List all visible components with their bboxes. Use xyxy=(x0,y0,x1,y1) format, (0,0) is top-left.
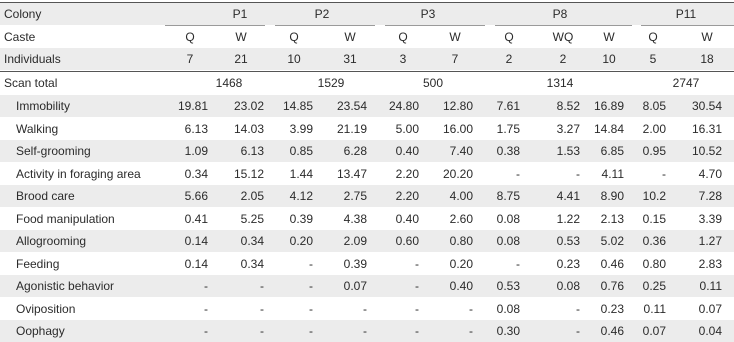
behavior-value: 2.09 xyxy=(343,234,367,248)
behavior-value: - xyxy=(469,324,473,338)
behavior-value: 0.34 xyxy=(184,166,208,181)
behavior-value: - xyxy=(662,166,666,181)
behavior-value: 0.40 xyxy=(395,144,419,158)
behavior-value: - xyxy=(516,256,520,271)
behavior-value: 0.34 xyxy=(240,256,264,271)
behavior-value: 23.02 xyxy=(233,99,264,113)
behavior-value: 16.31 xyxy=(691,121,722,136)
individuals-count: 18 xyxy=(700,52,714,66)
behavior-label: Activity in foraging area xyxy=(16,166,141,181)
behavior-value: - xyxy=(415,324,419,338)
colony-name: P2 xyxy=(314,7,330,21)
colony-name: P3 xyxy=(420,7,436,21)
behavior-value: 4.41 xyxy=(556,189,580,203)
scan-total-value: 1529 xyxy=(317,76,345,90)
behavior-value: 4.11 xyxy=(601,166,624,181)
behavior-value: 5.25 xyxy=(240,211,264,226)
behavior-row xyxy=(0,185,734,207)
individuals-count: 3 xyxy=(399,52,407,66)
behavior-row xyxy=(0,118,734,140)
behavior-value: 23.54 xyxy=(336,99,367,113)
scan-total-row xyxy=(0,72,734,94)
scan-total-value: 2747 xyxy=(672,76,700,90)
behavior-value: 0.36 xyxy=(642,234,666,248)
behavior-row xyxy=(0,140,734,162)
behavior-value: 0.38 xyxy=(496,144,520,158)
behavior-value: 5.66 xyxy=(184,189,208,203)
behavior-value: 0.25 xyxy=(642,279,666,293)
behavior-value: 0.04 xyxy=(698,324,722,338)
behavior-value: 0.07 xyxy=(642,324,666,338)
behavior-value: 3.39 xyxy=(698,211,722,226)
behavior-value: - xyxy=(260,279,264,293)
behavior-value: 0.76 xyxy=(600,279,624,293)
behavior-value: 7.28 xyxy=(698,189,722,203)
caste-code: Q xyxy=(289,30,299,44)
individuals-count: 2 xyxy=(505,52,513,66)
individuals-count: 31 xyxy=(343,52,357,66)
behavior-value: 0.46 xyxy=(600,324,624,338)
behavior-value: 10.52 xyxy=(691,144,722,158)
behavior-value: 1.27 xyxy=(698,234,722,248)
behavior-value: - xyxy=(204,301,208,316)
behavior-value: 0.85 xyxy=(289,144,313,158)
behavior-value: 14.85 xyxy=(282,99,313,113)
colony-name: P8 xyxy=(552,7,568,21)
behavior-value: 0.80 xyxy=(449,234,473,248)
behavior-value: 13.47 xyxy=(336,166,367,181)
behavior-value: 2.20 xyxy=(395,166,419,181)
behavior-label: Agonistic behavior xyxy=(16,279,115,293)
behavior-value: 1.44 xyxy=(289,166,313,181)
caste-header-row xyxy=(0,26,734,48)
behavior-value: - xyxy=(363,324,367,338)
behavior-value: - xyxy=(204,279,208,293)
behavior-value: 19.81 xyxy=(177,99,208,113)
behavior-value: - xyxy=(576,301,580,316)
caste-code: WQ xyxy=(552,30,574,44)
behavior-value: 0.11 xyxy=(699,279,722,293)
behavior-value: 0.15 xyxy=(642,211,666,226)
behavior-value: 8.90 xyxy=(600,189,624,203)
behavior-row xyxy=(0,298,734,320)
behavior-label: Oviposition xyxy=(16,301,76,316)
behavior-row xyxy=(0,253,734,275)
behavior-value: 0.14 xyxy=(184,256,208,271)
behavior-row xyxy=(0,208,734,230)
behavior-value: 8.52 xyxy=(556,99,580,113)
behavior-value: 0.23 xyxy=(556,256,580,271)
colony-name: P11 xyxy=(675,7,697,21)
behavior-label: Oophagy xyxy=(16,324,65,338)
behavior-label: Allogrooming xyxy=(16,234,87,248)
behavior-value: - xyxy=(309,324,313,338)
behavior-value: - xyxy=(415,256,419,271)
behavior-value: 2.00 xyxy=(642,121,666,136)
behavior-value: 7.40 xyxy=(449,144,473,158)
behavior-value: 0.20 xyxy=(449,256,473,271)
behavior-value: 0.07 xyxy=(698,301,722,316)
individuals-count: 10 xyxy=(287,52,301,66)
behavior-row xyxy=(0,95,734,117)
caste-code: Q xyxy=(398,30,408,44)
behavior-value: 15.12 xyxy=(233,166,264,181)
behavior-value: 1.22 xyxy=(556,211,580,226)
behavior-label: Brood care xyxy=(16,189,75,203)
behavior-value: 6.28 xyxy=(343,144,367,158)
colony-header-row xyxy=(0,3,734,25)
behavior-value: 0.40 xyxy=(449,279,473,293)
scan-total-value: 500 xyxy=(422,76,444,90)
behavior-value: 0.53 xyxy=(556,234,580,248)
behavior-value: 0.08 xyxy=(496,211,520,226)
behavior-value: 4.00 xyxy=(449,189,473,203)
behavior-value: 14.84 xyxy=(593,121,624,136)
behavior-value: 6.13 xyxy=(240,144,264,158)
behavior-value: 0.23 xyxy=(600,301,624,316)
behavior-value: - xyxy=(363,301,367,316)
scan-total-value: 1314 xyxy=(546,76,574,90)
behavior-value: 2.13 xyxy=(600,211,624,226)
caste-code: Q xyxy=(185,30,195,44)
caste-code: Q xyxy=(648,30,658,44)
behavior-value: - xyxy=(469,301,473,316)
behavior-value: 2.05 xyxy=(240,189,264,203)
behavior-value: 0.80 xyxy=(642,256,666,271)
behavior-value: 0.30 xyxy=(496,324,520,338)
behavior-value: 0.60 xyxy=(395,234,419,248)
behavior-label: Feeding xyxy=(16,256,60,271)
behavior-label: Walking xyxy=(16,121,59,136)
behavior-value: 4.70 xyxy=(698,166,722,181)
behavior-row xyxy=(0,275,734,297)
individuals-count: 7 xyxy=(186,52,194,66)
behavior-value: 10.2 xyxy=(642,189,666,203)
behavior-value: 0.20 xyxy=(289,234,313,248)
behavior-value: 0.95 xyxy=(642,144,666,158)
behavior-value: 0.08 xyxy=(496,301,520,316)
behavior-value: - xyxy=(204,324,208,338)
behavior-label: Self-grooming xyxy=(16,144,91,158)
behavior-value: 0.11 xyxy=(643,301,666,316)
behavior-row xyxy=(0,163,734,185)
behavior-value: - xyxy=(260,301,264,316)
behavior-value: 7.61 xyxy=(496,99,520,113)
behavior-value: 21.19 xyxy=(336,121,367,136)
behavior-label: Immobility xyxy=(16,99,71,113)
colony-name: P1 xyxy=(232,7,248,21)
behavior-value: 24.80 xyxy=(388,99,419,113)
individuals-count: 7 xyxy=(451,52,459,66)
individuals-count: 2 xyxy=(559,52,567,66)
behavior-value: 0.41 xyxy=(184,211,208,226)
behavior-value: 1.53 xyxy=(556,144,580,158)
individuals-label: Individuals xyxy=(4,52,61,66)
behavior-row xyxy=(0,320,734,342)
behavior-value: 12.80 xyxy=(442,99,473,113)
caste-code: Q xyxy=(504,30,514,44)
behavior-value: 16.00 xyxy=(442,121,473,136)
caste-code: W xyxy=(701,30,713,44)
behavior-value: 0.46 xyxy=(600,256,624,271)
behavior-value: 14.03 xyxy=(233,121,264,136)
scan-total-label: Scan total xyxy=(4,76,58,90)
caste-code: W xyxy=(235,30,247,44)
behavior-value: 0.08 xyxy=(496,234,520,248)
behavior-value: 3.27 xyxy=(556,121,580,136)
individuals-count: 5 xyxy=(649,52,657,66)
colony-label: Colony xyxy=(4,7,42,21)
behavior-value: - xyxy=(415,279,419,293)
behavior-value: 1.75 xyxy=(496,121,520,136)
behavior-label: Food manipulation xyxy=(16,211,115,226)
behavior-value: 5.00 xyxy=(395,121,419,136)
behavior-value: 8.75 xyxy=(496,189,520,203)
behavior-value: 2.75 xyxy=(343,189,367,203)
behavior-value: - xyxy=(309,301,313,316)
behavior-value: - xyxy=(309,279,313,293)
behavior-value: 0.39 xyxy=(343,256,367,271)
individuals-count: 21 xyxy=(234,52,248,66)
scan-total-value: 1468 xyxy=(215,76,243,90)
behavior-value: 0.53 xyxy=(496,279,520,293)
behavior-value: - xyxy=(415,301,419,316)
behavior-value: 0.08 xyxy=(556,279,580,293)
caste-code: W xyxy=(344,30,356,44)
behavior-row xyxy=(0,230,734,252)
behavior-value: - xyxy=(576,324,580,338)
behavior-value: 2.20 xyxy=(395,189,419,203)
behavior-value: 6.13 xyxy=(184,121,208,136)
behavior-value: 2.60 xyxy=(449,211,473,226)
behavior-value: - xyxy=(516,166,520,181)
behavior-value: 3.99 xyxy=(289,121,313,136)
behavior-value: 1.09 xyxy=(184,144,208,158)
behavior-value: 5.02 xyxy=(600,234,624,248)
behavior-value: 8.05 xyxy=(642,99,666,113)
behavior-value: 0.40 xyxy=(395,211,419,226)
behavior-value: - xyxy=(309,256,313,271)
individuals-row xyxy=(0,48,734,70)
caste-label: Caste xyxy=(4,30,36,44)
behavior-value: 0.07 xyxy=(343,279,367,293)
behavior-value: 0.39 xyxy=(289,211,313,226)
behavior-value: 30.54 xyxy=(691,99,722,113)
behavior-value: 4.12 xyxy=(289,189,313,203)
individuals-count: 10 xyxy=(602,52,616,66)
caste-code: W xyxy=(603,30,615,44)
behavior-value: 16.89 xyxy=(593,99,624,113)
behavior-value: 6.85 xyxy=(600,144,624,158)
behavior-value: - xyxy=(576,166,580,181)
caste-code: W xyxy=(449,30,461,44)
behavior-value: 0.14 xyxy=(184,234,208,248)
behavior-value: 4.38 xyxy=(343,211,367,226)
behavior-value: 2.83 xyxy=(698,256,722,271)
behavior-value: 20.20 xyxy=(442,166,473,181)
behavior-value: 0.34 xyxy=(240,234,264,248)
behavior-value: - xyxy=(260,324,264,338)
